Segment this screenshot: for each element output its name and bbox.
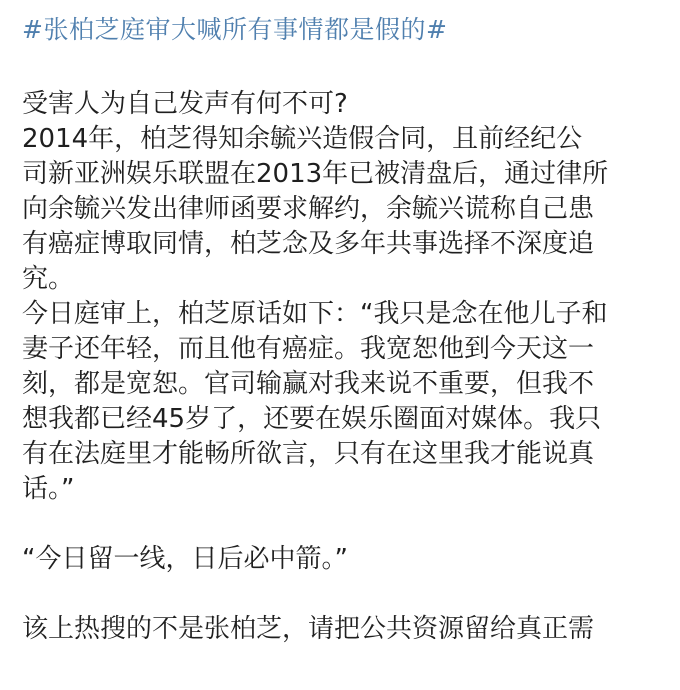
post-paragraph-question: 受害人为自己发声有何不可?	[22, 89, 348, 119]
paragraph-spacer	[22, 507, 662, 542]
post-body	[22, 87, 662, 647]
post-paragraph-court-quote: 今日庭审上，柏芝原话如下：“我只是念在他儿子和 妻子还年轻，而且他有癌症。我宽恕他到今天这一 刻，都是宽恕。官司输赢对我来说不重要，但我不 想我都已经45岁了，还要在娱乐圈面对媒体。我只 有在法庭里才能畅所欲言，只有在这里我才能说真 话。”	[22, 299, 608, 504]
post-paragraph-saying: “今日留一线，日后必中箭。”	[22, 544, 348, 574]
post-paragraph-background: 2014年，柏芝得知余毓兴造假合同，且前经纪公 司新亚洲娱乐联盟在2013年已被清盘后，通过律所 向余毓兴发出律师函要求解约，余毓兴谎称自己患 有癌症博取同情，柏芝念及多年共事选择不深度追 究。	[22, 124, 609, 294]
paragraph-spacer	[22, 577, 662, 612]
post-paragraph-closing: 该上热搜的不是张柏芝，请把公共资源留给真正需	[22, 614, 595, 644]
hashtag-topic-link[interactable]: #张柏芝庭审大喊所有事情都是假的#	[22, 15, 448, 44]
